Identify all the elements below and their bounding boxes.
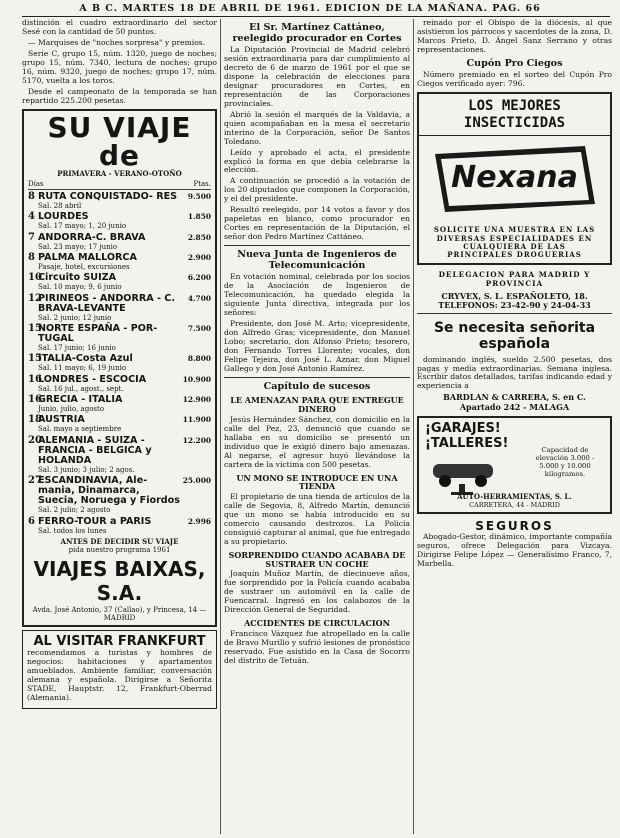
paragraph: Presidente, don José M. Arto; vicepresidente, don Alfredo Gras; vicepresidente, don Manuel Lobo; secretario, don Alfonso Prieto; tesorero, don Fernando Torres Llorente; vocales, don Felipe Tejeira, don José L. Aznar, don Miguel Gallego y don José Antonio Ramírez. [224,318,410,373]
company-address: Apartado 242 - MALAGA [459,401,570,412]
trip-days: 8 [28,252,35,264]
delegation-title: DELEGACION PARA MADRID Y PROVINCIA [438,270,591,288]
divider [224,377,410,378]
company-name: BARDLAN & CARRERA, S. en C. [443,392,586,403]
trip-info [38,436,181,474]
paragraph: Desde el campeonato de la temporada se han repartido 225.200 pesetas. [22,86,217,105]
trip-row [28,353,211,372]
article-title: Cupón Pro Ciegos [466,57,563,69]
trip-name: AUSTRIA [38,414,85,426]
trip-days: 8 [28,191,35,203]
trip-days: 7 [28,231,35,243]
column-middle [224,19,410,834]
frankfurt-ad [22,630,217,709]
trip-days: 18 [28,414,42,426]
trip-price: 12.200 [182,435,211,445]
garage-headline: ¡GARAJES! ¡TALLERES! [425,421,509,451]
trip-name: Circuito SUIZA [38,272,117,284]
article-title: LE AMENAZAN PARA QUE ENTREGUE DINERO [230,395,404,415]
frankfurt-title: AL VISITAR FRANKFURT [33,634,206,650]
trip-date: Sal. 10 mayo; 9, 6 junio [38,283,122,292]
divider [417,313,612,314]
trip-info [38,375,181,393]
trip-info [38,192,181,210]
divider [224,245,410,246]
article-title: UN MONO SE INTRODUCE EN UNA TIENDA [236,472,398,492]
trip-date: Sal. 17 mayo; 1, 20 junio [38,222,127,231]
trip-price: 2.996 [187,516,211,526]
trip-price: 8.800 [187,354,211,364]
paragraph: En votación nominal, celebrada por los socios de la Asociación de Ingenieros de Telecomunicación, ha quedado elegida la siguiente Junta directiva, integrada por los señores: [224,272,410,318]
trip-name: LOURDES [38,211,89,223]
nexana-logo [435,146,595,212]
car-lift-illustration [429,456,509,496]
trip-date: Sal. 16 jul., agost., sept. [38,384,124,393]
trip-info [38,517,181,535]
trip-days: 4 [28,211,35,223]
trip-name: GRECIA - ITALIA [38,394,123,406]
trip-name: NORTE ESPAÑA - POR- TUGAL [38,323,158,345]
article-title: Nueva Junta de Ingenieros de Telecomunicación [237,249,397,271]
paragraph: A continuación se procedió a la votación de los 20 diputados que componen la Corporación, y el del presidente. [224,176,410,204]
trip-row [28,394,211,413]
column-divider [220,19,221,834]
garage-capacity: Capacidad de elevación 3.000 - 5.000 y 10.000 kilogramos. [535,446,595,479]
travel-ad [22,109,217,627]
job-ad-title: Se necesita señorita española [433,320,596,353]
trip-price: 12.900 [182,395,211,405]
trip-name: ITALIA-Costa Azul [38,353,133,365]
col-price-label: Ptas. [193,179,211,188]
ad-season: PRIMAVERA - VERANO-OTOÑO [57,168,182,178]
trip-price: 4.700 [187,293,211,303]
trip-date: Sal. todos los lunes [38,526,107,535]
section-title: Capítulo de sucesos [263,380,371,392]
trip-row [28,191,211,210]
trip-info [38,354,181,372]
trip-name: FERRO-TOUR a PARIS [38,515,152,527]
trip-list [28,191,211,535]
ad-headline: SU VIAJE de [47,110,192,172]
trip-date: Sal. 2 junio; 12 junio [38,313,112,322]
trip-days: 15 [28,353,42,365]
trip-info [38,476,181,514]
trip-name: ANDORRA-C. BRAVA [38,231,146,243]
trip-price: 2.900 [187,253,211,263]
trip-date: Sal. 28 abril [38,202,82,211]
trip-days: 10 [28,272,42,284]
insecticide-headline: LOS MEJORES INSECTICIDAS [419,94,610,136]
trip-info [38,212,181,230]
paragraph: Serie C, grupo 15, núm. 1320, juego de noches; grupo 15, núm. 7340, lectura de noches; grupo 16, núm. 9320, juego de noches; grupo 17, núm. 5170, vuelta a los toros. [22,48,217,85]
trip-name: ALEMANIA - SUIZA - FRANCIA - BELGICA y HOLANDA [38,434,152,466]
trip-price: 1.850 [187,212,211,222]
trip-date: Sal. 17 junio; 16 junio [38,344,116,353]
paragraph: Leído y aprobado el acta, el presidente explicó la forma en que debía celebrarse la elección. [224,147,410,175]
cryvex-address: CRYVEX, S. L. ESPAÑOLETO, 18. [441,290,588,301]
nexana-wordmark: Nexana [451,160,578,196]
trip-days: 16 [28,373,42,385]
trip-days: 6 [28,515,35,527]
trip-info [38,253,181,271]
trip-info [38,233,181,251]
trip-row [28,293,211,322]
trip-row [28,435,211,474]
trip-name: ESCANDINAVIA, Ale- mania, Dinamarca, Suecia, Noruega y Fiordos [38,475,180,507]
trip-date: Sal. 11 mayo; 6, 19 junio [38,364,127,373]
paragraph: Jesús Hernández Sánchez, con domicilio en la calle del Pez, 23, denunció que cuando se hallaba en su domicilio se presentó un individuo que le exigió dinero bajo amenazas. Al negarse, el agresor huyó llevándose la cartera de la víctima con 500 pesetas. [224,414,410,469]
insurance-title: SEGUROS [475,519,554,534]
trip-date: Sal. 23 mayo; 17 junio [38,242,118,251]
column-left [22,19,217,834]
trip-price: 7.500 [187,324,211,334]
trip-price: 11.900 [182,415,211,425]
agency-name: VIAJES BAIXAS, S.A. [33,557,206,605]
trip-row [28,516,211,535]
phone-numbers: TELEFONOS: 23-42-90 y 24-04-33 [438,299,591,310]
trip-price: 10.900 [182,374,211,384]
trip-name: RUTA CONQUISTADO- RES [38,191,178,203]
frankfurt-text: recomendamos a turistas y hombres de negocios: habitaciones y apartamentos amueblados. Ambiente familiar, conversación alemana y española. Dirigirse a Señorita STADE, Hauptstr. 12, Frankfurt-Oberrad (Alemania). [27,648,212,703]
trip-info [38,294,181,322]
ad-note: pida nuestro programa 1961 [68,546,171,555]
article-title: SORPRENDIDO CUANDO ACABABA DE SUSTRAER UN COCHE [228,549,406,569]
paragraph: reinado por el Obispo de la diócesis, al que asistieron los párrocos y sacerdotes de la zona, D. Marcos Prieto, D. Ángel Sanz Serrano y otras representaciones. [417,19,612,54]
column-right [417,19,612,834]
trip-row [28,252,211,271]
paragraph: Francisco Vázquez fue atropellado en la calle de Bravo Murillo y sufrió lesiones de pronóstico reservado. Fue asistido en la Casa de Socorro del distrito de Tetuán. [224,629,410,665]
trip-days: 12 [28,292,42,304]
trip-row [28,232,211,251]
trip-days: 27 [28,475,42,487]
trip-date: Sal. mayo a septiembre [38,425,122,434]
header-rule [22,16,610,17]
garage-address: CARRETERA, 44 - MADRID [469,500,560,509]
paragraph: — Marquises de "noches sorpresa" y premios. [28,37,206,47]
article-title: ACCIDENTES DE CIRCULACION [244,618,390,629]
insurance-text: Abogado-Gestor, dinámico, importante compañía seguros, ofrece Delegación para Vizcaya. Dirigirse Felipe López — Generalísimo Franco, 7, Marbella. [417,532,612,569]
col-days-label: Días [28,179,44,188]
trip-date: Sal. 3 junio; 3 julio; 2 agos. [38,465,135,474]
trip-name: LONDRES - ESCOCIA [38,373,147,385]
paragraph: distinción el cuadro extraordinario del sector Sesé con la cantidad de 50 puntos. [22,19,217,36]
page-header: A B C. MARTES 18 DE ABRIL DE 1961. EDICION DE LA MAÑANA. PAG. 66 [79,3,541,14]
trip-table-header [28,180,211,190]
trip-name: PALMA MALLORCA [38,252,137,264]
trip-date: Junio, julio, agosto [38,405,105,414]
trip-info [38,395,181,413]
garage-company: AUTO-HERRAMIENTAS, S. L. [457,492,572,502]
paragraph: Resultó reelegido, por 14 votos a favor y dos papeletas en blanco, como procurador en Cortes en representación de la Diputación, el señor don Pedro Martínez Cattáneo. [224,205,410,242]
trip-row [28,374,211,393]
trip-row [28,414,211,433]
paragraph: Abrió la sesión el marqués de la Valdavia, a quien acompañaban en la mesa el secretario interino de la Corporación, señor De Santos Toledano. [224,109,410,146]
nexana-ad [417,92,612,265]
trip-days: 15 [28,323,42,335]
trip-name: PIRINEOS - ANDORRA - C. BRAVA-LEVANTE [38,292,175,314]
paragraph: La Diputación Provincial de Madrid celebró sesión extraordinaria para dar cumplimiento al decreto de 6 de marzo de 1961 por el que se dispone la celebración de elecciones para designar procuradores en Cortes, en representación de las Corporaciones provinciales. [224,45,410,108]
agency-address: Avda. José Antonio, 37 (Callao), y Princesa, 14 — MADRID [32,605,207,622]
trip-days: 16 [28,394,42,406]
trip-price: 6.200 [187,273,211,283]
article-title: El Sr. Martínez Cattáneo, reelegido procurador en Cortes [232,22,402,44]
paragraph: Número premiado en el sorteo del Cupón Pro Ciegos verificado ayer: 796. [417,70,612,89]
trip-date: Sal. 2 julio; 2 agosto [38,506,111,515]
paragraph: El propietario de una tienda de artículos de la calle de Segovia, 8, Alfredo Martín, denunció que un mono se había introducido en su comercio causando destrozos. La Policía consiguió capturar al animal, que fue entregado a su propietario. [224,492,410,546]
paragraph: Joaquín Muñoz Martín, de diecinueve años, fue sorprendido por la Policía cuando acababa de sustraer un automóvil en la calle de Fuencarral. Ingresó en los calabozos de la Dirección General de Seguridad. [224,569,410,615]
job-ad-text: dominando inglés, sueldo 2.500 pesetas, dos pagas y media extraordinarias. Semana inglesa. Escribir datos detallados, tarifas indicando edad y experiencia a [417,354,612,391]
trip-price: 2.850 [187,232,211,242]
trip-row [28,475,211,514]
trip-row [28,272,211,291]
trip-price: 25.000 [182,476,211,486]
trip-info [38,324,181,352]
column-divider [413,19,414,834]
trip-row [28,323,211,352]
trip-info [38,273,181,291]
trip-info [38,415,181,433]
garage-ad [417,416,612,514]
trip-date: Pasaje, hotel, excursiones [38,263,130,272]
trip-days: 20 [28,434,42,446]
trip-price: 9.500 [187,192,211,202]
ad-note: ANTES DE DECIDIR SU VIAJE [60,536,179,546]
sample-note: SOLICITE UNA MUESTRA EN LAS DIVERSAS ESPECIALIDADES EN CUALQUIERA DE LAS PRINCIPALES DROGUERIAS [433,225,596,260]
trip-row [28,211,211,230]
